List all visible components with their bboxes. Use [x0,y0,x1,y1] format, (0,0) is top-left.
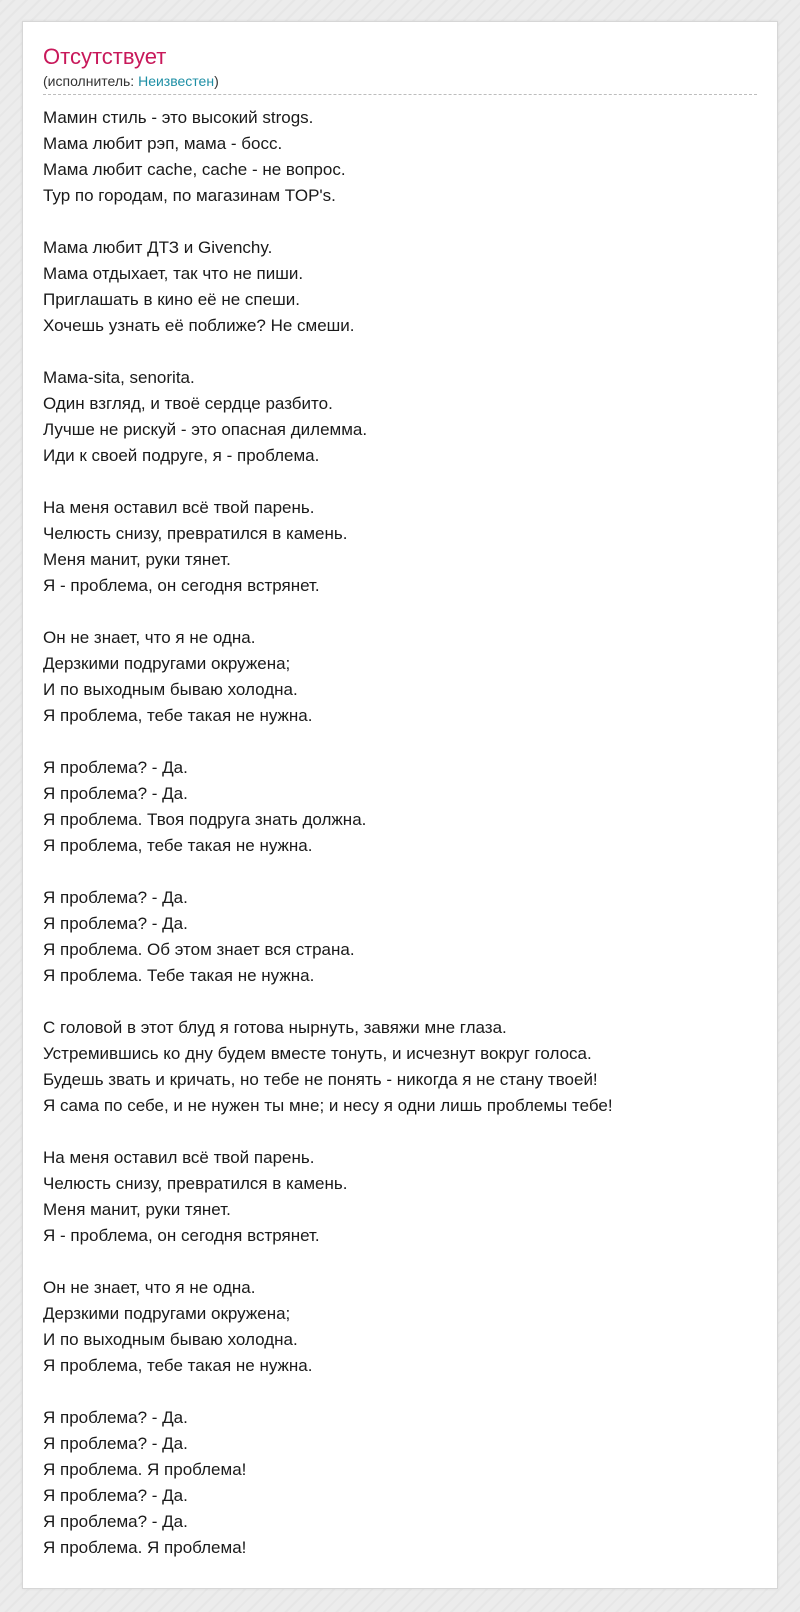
lyrics-line: Челюсть снизу, превратился в камень. [43,1174,348,1193]
lyrics-line: Мама-sita, senorita. [43,368,195,387]
lyrics-line: И по выходным бываю холодна. [43,680,298,699]
lyrics-line: Тур по городам, по магазинам TOP's. [43,186,336,205]
lyrics-line: Я проблема, тебе такая не нужна. [43,1356,313,1375]
lyrics-line: Меня манит, руки тянет. [43,550,231,569]
artist-line [43,72,757,90]
lyrics-card [22,21,778,1589]
lyrics-stanza [43,1145,757,1249]
lyrics-line: Дерзкими подругами окружена; [43,654,291,673]
lyrics-line: Приглашать в кино её не спеши. [43,290,300,309]
lyrics-line: Хочешь узнать её поближе? Не смеши. [43,316,355,335]
song-title: Отсутствует [43,44,167,69]
lyrics-line: Иди к своей подруге, я - проблема. [43,446,320,465]
lyrics-line: Я проблема. Об этом знает вся страна. [43,940,355,959]
lyrics-line: Я проблема? - Да. [43,758,188,777]
lyrics-stanza [43,105,757,209]
lyrics-line: Я проблема? - Да. [43,888,188,907]
lyrics-line: Мама любит рэп, мама - босс. [43,134,283,153]
lyrics-line: Я проблема? - Да. [43,914,188,933]
artist-prefix: (исполнитель: [43,73,139,89]
lyrics-line: На меня оставил всё твой парень. [43,498,315,517]
lyrics-line: Он не знает, что я не одна. [43,628,256,647]
lyrics-line: Меня манит, руки тянет. [43,1200,231,1219]
lyrics-line: Челюсть снизу, превратился в камень. [43,524,348,543]
lyrics-stanza [43,1405,757,1561]
lyrics-line: Я проблема? - Да. [43,784,188,803]
lyrics-line: С головой в этот блуд я готова нырнуть, завяжи мне глаза. [43,1018,507,1037]
lyrics-stanza [43,235,757,339]
lyrics-stanza [43,755,757,859]
lyrics-line: Я проблема? - Да. [43,1486,188,1505]
lyrics-line: Я проблема. Я проблема! [43,1460,247,1479]
lyrics-line: Я проблема. Я проблема! [43,1538,247,1557]
lyrics-line: Мама любит ДТЗ и Givenchy. [43,238,273,257]
header-divider [43,94,757,95]
lyrics-line: Я проблема? - Да. [43,1434,188,1453]
lyrics-line: Один взгляд, и твоё сердце разбито. [43,394,333,413]
lyrics-line: Я проблема? - Да. [43,1512,188,1531]
lyrics-line: Я - проблема, он сегодня встрянет. [43,1226,320,1245]
lyrics-text [43,105,757,1561]
lyrics-line: И по выходным бываю холодна. [43,1330,298,1349]
lyrics-line: Я проблема? - Да. [43,1408,188,1427]
lyrics-stanza [43,625,757,729]
lyrics-line: На меня оставил всё твой парень. [43,1148,315,1167]
artist-suffix: ) [214,73,219,89]
lyrics-line: Я проблема, тебе такая не нужна. [43,836,313,855]
lyrics-line: Я проблема. Твоя подруга знать должна. [43,810,367,829]
lyrics-line: Дерзкими подругами окружена; [43,1304,291,1323]
lyrics-stanza [43,365,757,469]
artist-link[interactable]: Неизвестен [138,73,215,89]
lyrics-line: Мамин стиль - это высокий strogs. [43,108,314,127]
lyrics-stanza [43,1015,757,1119]
lyrics-line: Он не знает, что я не одна. [43,1278,256,1297]
lyrics-line: Устремившись ко дну будем вместе тонуть, и исчезнут вокруг голоса. [43,1044,592,1063]
lyrics-line: Лучше не рискуй - это опасная дилемма. [43,420,368,439]
lyrics-line: Будешь звать и кричать, но тебе не понять - никогда я не стану твоей! [43,1070,598,1089]
lyrics-line: Мама отдыхает, так что не пиши. [43,264,304,283]
lyrics-line: Мама любит cache, cache - не вопрос. [43,160,346,179]
lyrics-line: Я проблема, тебе такая не нужна. [43,706,313,725]
lyrics-stanza [43,495,757,599]
lyrics-stanza [43,885,757,989]
lyrics-line: Я проблема. Тебе такая не нужна. [43,966,315,985]
lyrics-stanza [43,1275,757,1379]
lyrics-line: Я - проблема, он сегодня встрянет. [43,576,320,595]
lyrics-line: Я сама по себе, и не нужен ты мне; и несу я одни лишь проблемы тебе! [43,1096,613,1115]
